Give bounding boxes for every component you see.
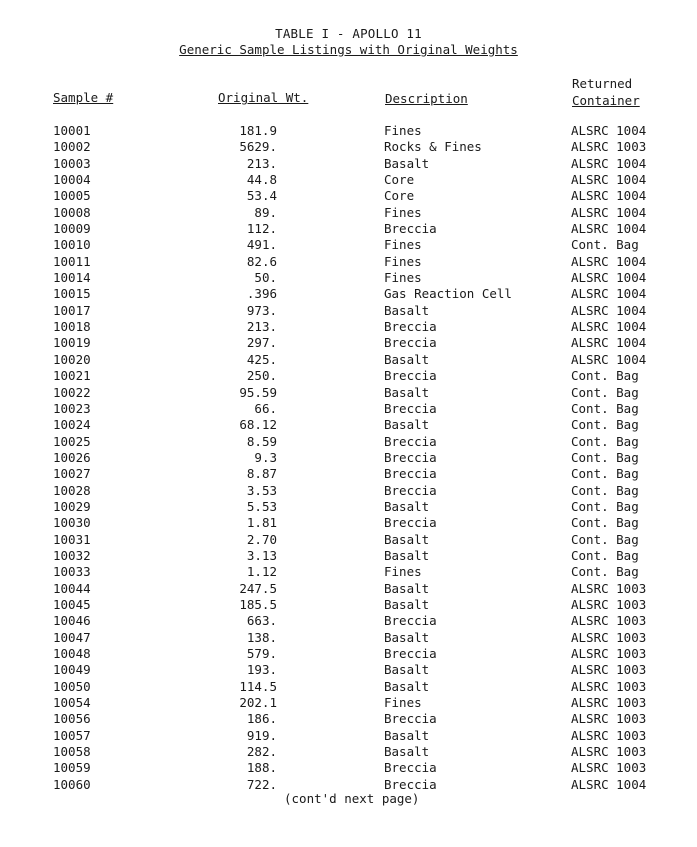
description-cell: Breccia	[384, 482, 437, 498]
description-cell: Fines	[384, 253, 422, 269]
table-row	[0, 728, 697, 744]
sample-number-cell: 10050	[53, 678, 91, 694]
sample-number-cell: 10046	[53, 613, 91, 629]
description-cell: Core	[384, 172, 415, 188]
description-cell: Basalt	[384, 498, 430, 514]
container-cell: ALSRC 1003	[571, 711, 647, 727]
description-cell: Basalt	[384, 384, 430, 400]
description-cell: Breccia	[384, 221, 437, 237]
description-cell: Fines	[384, 270, 422, 286]
table-row	[0, 548, 697, 564]
sample-number-cell: 10048	[53, 646, 91, 661]
table-row	[0, 483, 697, 499]
description-cell: Breccia	[384, 433, 437, 449]
original-weight-cell: 8.87	[246, 466, 277, 482]
sample-number-cell: 10023	[53, 400, 91, 416]
column-header-sample-label: Sample #	[53, 90, 114, 105]
table-row	[0, 679, 697, 695]
original-weight-cell: 213.	[246, 319, 277, 335]
sample-number-cell: 10022	[53, 384, 91, 400]
container-cell: ALSRC 1004	[571, 335, 647, 351]
container-cell: ALSRC 1004	[571, 351, 647, 367]
original-weight-cell: 297.	[246, 335, 277, 351]
original-weight-cell: 247.5	[239, 580, 277, 596]
container-cell: ALSRC 1003	[571, 727, 647, 743]
original-weight-cell: 8.59	[246, 433, 277, 449]
sample-number-cell: 10028	[53, 482, 91, 498]
description-cell: Basalt	[384, 302, 430, 318]
table-row	[0, 221, 697, 237]
table-row	[0, 564, 697, 580]
original-weight-cell: 282.	[246, 744, 277, 760]
container-cell: Cont. Bag	[571, 515, 639, 531]
sample-number-cell: 10011	[53, 253, 91, 269]
description-cell: Rocks & Fines	[384, 139, 482, 155]
sample-number-cell: 10021	[53, 368, 91, 384]
container-cell: ALSRC 1003	[571, 139, 647, 155]
column-header-sample	[53, 90, 113, 106]
table-row	[0, 597, 697, 613]
column-header-description	[385, 91, 468, 107]
original-weight-cell: 579.	[246, 646, 277, 661]
container-cell: ALSRC 1003	[571, 580, 647, 596]
original-weight-cell: 213.	[246, 155, 277, 171]
sample-number-cell: 10004	[53, 172, 91, 188]
sample-number-cell: 10031	[53, 531, 91, 547]
original-weight-cell: 5.53	[246, 498, 277, 514]
description-cell: Breccia	[384, 776, 437, 792]
sample-number-cell: 10027	[53, 466, 91, 482]
original-weight-cell: 50.	[254, 270, 277, 286]
original-weight-cell: 3.53	[246, 482, 277, 498]
sample-number-cell: 10015	[53, 286, 91, 302]
sample-number-cell: 10001	[53, 123, 91, 138]
container-cell: Cont. Bag	[571, 564, 639, 580]
container-cell: Cont. Bag	[571, 384, 639, 400]
sample-number-cell: 10056	[53, 711, 91, 727]
column-header-container-line1: Returned	[572, 76, 633, 91]
original-weight-cell: 202.1	[239, 695, 277, 711]
container-cell: ALSRC 1004	[571, 302, 647, 318]
container-cell: Cont. Bag	[571, 498, 639, 514]
original-weight-cell: 5629.	[239, 139, 277, 155]
container-cell: ALSRC 1003	[571, 678, 647, 694]
table-row	[0, 630, 697, 646]
description-cell: Breccia	[384, 335, 437, 351]
description-cell: Fines	[384, 564, 422, 580]
container-cell: ALSRC 1003	[571, 744, 647, 760]
sample-number-cell: 10018	[53, 319, 91, 335]
table-subtitle-text: Generic Sample Listings with Original Weights	[179, 42, 518, 57]
table-row	[0, 711, 697, 727]
container-cell: ALSRC 1004	[571, 188, 647, 204]
description-cell: Breccia	[384, 319, 437, 335]
sample-number-cell: 10032	[53, 547, 91, 563]
table-row	[0, 695, 697, 711]
sample-number-cell: 10044	[53, 580, 91, 596]
table-row	[0, 368, 697, 384]
container-cell: ALSRC 1003	[571, 596, 647, 612]
table-row	[0, 172, 697, 188]
original-weight-cell: 1.12	[246, 564, 277, 580]
table-row	[0, 401, 697, 417]
original-weight-cell: 138.	[246, 629, 277, 645]
original-weight-cell: 112.	[246, 221, 277, 237]
table-row	[0, 286, 697, 302]
original-weight-cell: 973.	[246, 302, 277, 318]
container-cell: ALSRC 1004	[571, 319, 647, 335]
description-cell: Basalt	[384, 351, 430, 367]
description-cell: Breccia	[384, 760, 437, 776]
sample-number-cell: 10020	[53, 351, 91, 367]
description-cell: Basalt	[384, 417, 430, 433]
original-weight-cell: 722.	[246, 776, 277, 792]
original-weight-cell: 919.	[246, 727, 277, 743]
table-row	[0, 303, 697, 319]
continued-note: (cont'd next page)	[284, 791, 420, 806]
table-row	[0, 319, 697, 335]
description-cell: Breccia	[384, 646, 437, 661]
table-row	[0, 237, 697, 253]
description-cell: Fines	[384, 237, 422, 253]
original-weight-cell: 9.3	[254, 449, 277, 465]
container-cell: Cont. Bag	[571, 482, 639, 498]
sample-number-cell: 10058	[53, 744, 91, 760]
original-weight-cell: 491.	[246, 237, 277, 253]
table-row	[0, 450, 697, 466]
container-cell: Cont. Bag	[571, 531, 639, 547]
description-cell: Breccia	[384, 515, 437, 531]
description-cell: Breccia	[384, 368, 437, 384]
original-weight-cell: 66.	[254, 400, 277, 416]
sample-number-cell: 10009	[53, 221, 91, 237]
table-row	[0, 646, 697, 662]
table-subtitle	[0, 42, 697, 58]
table-row	[0, 434, 697, 450]
sample-number-cell: 10017	[53, 302, 91, 318]
column-header-description-label: Description	[385, 91, 468, 106]
original-weight-cell: 89.	[254, 204, 277, 220]
table-row	[0, 156, 697, 172]
description-cell: Basalt	[384, 547, 430, 563]
container-cell: Cont. Bag	[571, 547, 639, 563]
sample-number-cell: 10047	[53, 629, 91, 645]
original-weight-cell: 44.8	[246, 172, 277, 188]
sample-number-cell: 10049	[53, 662, 91, 678]
container-cell: Cont. Bag	[571, 237, 639, 253]
column-header-container-line2	[572, 93, 640, 109]
table-row	[0, 188, 697, 204]
container-cell: ALSRC 1003	[571, 646, 647, 661]
table-row	[0, 466, 697, 482]
table-row	[0, 335, 697, 351]
container-cell: ALSRC 1004	[571, 253, 647, 269]
container-cell: Cont. Bag	[571, 466, 639, 482]
table-row	[0, 662, 697, 678]
original-weight-cell: 1.81	[246, 515, 277, 531]
container-cell: ALSRC 1004	[571, 155, 647, 171]
container-cell: ALSRC 1003	[571, 629, 647, 645]
container-cell: ALSRC 1004	[571, 172, 647, 188]
container-cell: ALSRC 1004	[571, 221, 647, 237]
original-weight-cell: 53.4	[246, 188, 277, 204]
container-cell: ALSRC 1004	[571, 123, 647, 138]
description-cell: Basalt	[384, 580, 430, 596]
description-cell: Breccia	[384, 466, 437, 482]
original-weight-cell: 250.	[246, 368, 277, 384]
table-row	[0, 581, 697, 597]
table-row	[0, 532, 697, 548]
sample-table-body	[0, 123, 697, 793]
description-cell: Fines	[384, 695, 422, 711]
container-cell: ALSRC 1004	[571, 204, 647, 220]
sample-number-cell: 10005	[53, 188, 91, 204]
original-weight-cell: 2.70	[246, 531, 277, 547]
sample-number-cell: 10045	[53, 596, 91, 612]
table-row	[0, 270, 697, 286]
table-row	[0, 123, 697, 139]
description-cell: Basalt	[384, 596, 430, 612]
sample-number-cell: 10019	[53, 335, 91, 351]
sample-number-cell: 10029	[53, 498, 91, 514]
description-cell: Breccia	[384, 449, 437, 465]
sample-number-cell: 10059	[53, 760, 91, 776]
sample-number-cell: 10024	[53, 417, 91, 433]
sample-number-cell: 10010	[53, 237, 91, 253]
container-cell: Cont. Bag	[571, 400, 639, 416]
description-cell: Basalt	[384, 629, 430, 645]
container-cell: ALSRC 1003	[571, 760, 647, 776]
table-title: TABLE I - APOLLO 11	[275, 26, 422, 41]
sample-number-cell: 10014	[53, 270, 91, 286]
original-weight-cell: 181.9	[239, 123, 277, 138]
original-weight-cell: 3.13	[246, 547, 277, 563]
sample-number-cell: 10008	[53, 204, 91, 220]
original-weight-cell: 114.5	[239, 678, 277, 694]
description-cell: Basalt	[384, 727, 430, 743]
table-row	[0, 417, 697, 433]
table-row	[0, 515, 697, 531]
original-weight-cell: 185.5	[239, 596, 277, 612]
original-weight-cell: 425.	[246, 351, 277, 367]
container-cell: Cont. Bag	[571, 417, 639, 433]
description-cell: Fines	[384, 204, 422, 220]
container-cell: ALSRC 1004	[571, 270, 647, 286]
column-header-container-label: Container	[572, 93, 640, 108]
container-cell: ALSRC 1003	[571, 695, 647, 711]
description-cell: Breccia	[384, 400, 437, 416]
container-cell: Cont. Bag	[571, 433, 639, 449]
column-header-weight	[218, 90, 308, 106]
table-row	[0, 499, 697, 515]
description-cell: Breccia	[384, 711, 437, 727]
container-cell: ALSRC 1004	[571, 776, 647, 792]
container-cell: Cont. Bag	[571, 368, 639, 384]
description-cell: Breccia	[384, 613, 437, 629]
column-header-weight-label: Original Wt.	[218, 90, 309, 105]
description-cell: Core	[384, 188, 415, 204]
original-weight-cell: 193.	[246, 662, 277, 678]
table-row	[0, 254, 697, 270]
table-row	[0, 613, 697, 629]
table-row	[0, 352, 697, 368]
original-weight-cell: 82.6	[246, 253, 277, 269]
description-cell: Gas Reaction Cell	[384, 286, 512, 302]
description-cell: Fines	[384, 123, 422, 138]
description-cell: Basalt	[384, 531, 430, 547]
table-row	[0, 744, 697, 760]
original-weight-cell: 186.	[246, 711, 277, 727]
sample-number-cell: 10030	[53, 515, 91, 531]
container-cell: ALSRC 1003	[571, 662, 647, 678]
sample-number-cell: 10057	[53, 727, 91, 743]
original-weight-cell: 188.	[246, 760, 277, 776]
container-cell: ALSRC 1003	[571, 613, 647, 629]
description-cell: Basalt	[384, 678, 430, 694]
original-weight-cell: 663.	[246, 613, 277, 629]
original-weight-cell: 68.12	[239, 417, 277, 433]
original-weight-cell: .396	[246, 286, 277, 302]
table-row	[0, 139, 697, 155]
description-cell: Basalt	[384, 155, 430, 171]
sample-number-cell: 10025	[53, 433, 91, 449]
sample-number-cell: 10026	[53, 449, 91, 465]
sample-number-cell: 10003	[53, 155, 91, 171]
sample-number-cell: 10033	[53, 564, 91, 580]
sample-number-cell: 10054	[53, 695, 91, 711]
original-weight-cell: 95.59	[239, 384, 277, 400]
sample-number-cell: 10002	[53, 139, 91, 155]
sample-number-cell: 10060	[53, 776, 91, 792]
table-row	[0, 205, 697, 221]
container-cell: ALSRC 1004	[571, 286, 647, 302]
description-cell: Basalt	[384, 662, 430, 678]
table-row	[0, 760, 697, 776]
container-cell: Cont. Bag	[571, 449, 639, 465]
table-row	[0, 385, 697, 401]
description-cell: Basalt	[384, 744, 430, 760]
